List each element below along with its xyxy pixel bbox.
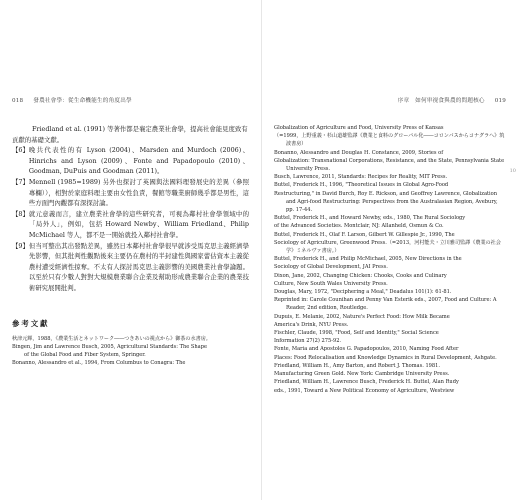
reference-entry bbox=[274, 378, 506, 394]
reference-continuation: Manufacturing Green Gold. New York: Cambridge University Press. bbox=[274, 371, 450, 378]
reference-entry bbox=[274, 288, 506, 313]
reference-entry bbox=[12, 359, 249, 367]
references-title: 參考文獻 bbox=[12, 318, 50, 328]
right-page-number: 019 bbox=[494, 98, 506, 104]
opening-line: Friedland et al. (1991) 等著作都是襄定農業社會學，提高社會能見度致有貢獻的基礎文獻。 bbox=[12, 125, 248, 144]
margin-line-number: 10 bbox=[509, 168, 516, 174]
reference-line: 秋津元輝，1988，《農業生活とネットワーク――つきあいの視点から》御茶の水書房。 bbox=[12, 335, 211, 342]
reference-line: Fischler, Claude, 1998, "Food, Self and Identity," Social Science bbox=[274, 330, 439, 337]
right-page bbox=[262, 0, 520, 500]
reference-continuation: Places: Food Relocalisation and Knowledge Dynamics in Rural Development, Ashgate. bbox=[274, 354, 497, 361]
reference-line: Bingen, Jim and Lawrence Busch, 2005, Agricultural Standards: The Shape bbox=[12, 343, 207, 350]
reference-continuation: of the Global Food and Fiber System, Springer. bbox=[24, 351, 146, 358]
note-6 bbox=[12, 145, 249, 177]
reference-entry bbox=[274, 231, 506, 256]
reference-continuation: Information 27(2) 275-92. bbox=[274, 338, 342, 345]
reference-entry bbox=[274, 173, 506, 181]
reference-entry bbox=[12, 335, 249, 343]
reference-entry bbox=[274, 181, 506, 214]
reference-line: Dixon, Jane, 2002, Changing Chicken: Chooks, Cooks and Culinary bbox=[274, 272, 447, 279]
reference-continuation: Culture, New South Wales University Press. bbox=[274, 280, 388, 287]
reference-continuation: Sociology of Agriculture, Greenwood Press.（=2013，河村能夫・立川雅司監譯《農業の社会学》ミネルヴァ書房。） bbox=[274, 239, 501, 255]
note-text: 就元意義而言，建立農業社會學的這些研究者，可視為鄰村社會學領域中的「局外人」，例如，包括 Howard Newby、William Friedland、Philip McMichael 等人，都不是一開始就投入鄰村社會學。 bbox=[28, 209, 249, 239]
left-page-number: 018 bbox=[12, 98, 24, 104]
reference-entry bbox=[274, 124, 506, 149]
reference-entry bbox=[274, 272, 506, 288]
right-references bbox=[274, 124, 506, 395]
reference-entry bbox=[274, 345, 506, 361]
reference-continuation: Globalization: Transnational Corporations, Resistance, and the State, Pennsylvania State University Press. bbox=[274, 157, 505, 173]
reference-line: Friedland, William H., Amy Barton, and Robert J. Thomas. 1981. bbox=[274, 362, 441, 369]
reference-line: Friedland, William H., Lawrence Busch, Frederick H. Buttel, Alan Rudy bbox=[274, 379, 459, 386]
reference-line: Buttel, Frederick H., Olaf F. Larson, Gilbert W. Gillespie Jr., 1990, The bbox=[274, 231, 455, 238]
reference-entry bbox=[274, 313, 506, 329]
reference-line: Busch, Lawrence, 2011, Standards: Recipes for Reality, MIT Press. bbox=[274, 174, 448, 181]
right-page-header bbox=[274, 96, 506, 104]
left-running-head: 發農社會學：從生命機能生的角度出學 bbox=[33, 98, 132, 104]
reference-entry bbox=[12, 343, 249, 359]
note-number: 【9】 bbox=[12, 241, 29, 250]
reference-continuation: Reprinted in: Carole Counihan and Penny Van Esterik eds., 2007, Food and Culture: A Reader, 2nd edition, Routledge. bbox=[274, 297, 497, 312]
reference-entry bbox=[274, 255, 506, 271]
reference-line: Buttel, Frederick H., 1996, "Theoretical Issues in Global Agro-Food bbox=[274, 182, 449, 189]
note-8 bbox=[12, 209, 249, 241]
reference-line: Douglas, Mary, 1972, "Deciphering a Meal," Deadalus 101(1): 61-81. bbox=[274, 289, 452, 296]
reference-continuation: of the Advanced Societies. Montclair, NJ: Allanheld, Osmun & Co. bbox=[274, 223, 444, 230]
reference-line: Fonte, Maria and Apostolos G. Papadopoulos, 2010, Naming Food After bbox=[274, 346, 459, 353]
right-running-head: 序章 如何审视食與農的問題核心 bbox=[397, 98, 485, 104]
reference-entry bbox=[274, 362, 506, 378]
reference-entry bbox=[274, 149, 506, 174]
reference-line: Buttel, Frederick H., and Howard Newby, eds., 1980, The Rural Sociology bbox=[274, 215, 466, 222]
left-body bbox=[12, 124, 249, 294]
reference-line: Buttel, Frederick H., and Philip McMichael, 2005, New Directions in the bbox=[274, 256, 462, 263]
reference-line: Dupuis, E. Melanie, 2002, Nature's Perfect Food: How Milk Became bbox=[274, 313, 450, 320]
note-text: 晚共代表性的有 Lyson (2004)、Marsden and Murdoch (2006)、Hinrichs and Lyson (2009)、Fonte and Papadopoulo (2010)、Goodman, DuPuis and Goodman (2011)。 bbox=[28, 146, 249, 176]
reference-entry bbox=[274, 214, 506, 230]
reference-entry bbox=[274, 329, 506, 345]
note-number: 【6】 bbox=[12, 146, 29, 155]
reference-continuation: eds., 1991, Toward a New Political Economy of Agriculture, Westview bbox=[274, 387, 455, 394]
note-text: 但当可整出其出發點差異，雖然日本鄰村社會學很早就涉受馬克思主義經濟學先影響，但其批判性觀點後來主要仍在農村的半封建性與國家蕾估資本主義從農村遭受經濟性掠奪。不太有人探討馬克思主義影響的美國農業社會學論題。以至於只有少數人對對大規模農業聯合企業及幫助形成農業聯合企業的農業技術研究展開批判。 bbox=[28, 241, 249, 292]
note-7 bbox=[12, 177, 249, 209]
reference-continuation: Restructuring," in David Burch, Roy E. Rickson, and Geoffrey Lawrence, Globalization and Agri-food Restructuring: Perspectives from the Australasian Region, Avebury, pp. 17-44. bbox=[274, 190, 498, 214]
note-number: 【7】 bbox=[12, 177, 29, 186]
reference-continuation: （=1999，上野重義・杉山道雄監譯《農業と食料のグローバル化――コロンバスからコナグラへ》筑波書房） bbox=[274, 133, 505, 148]
reference-line: Globalization of Agriculture and Food, University Press of Kansas bbox=[274, 125, 444, 131]
left-page-header bbox=[12, 96, 249, 104]
reference-line: Bonanno, Alessandro et al., 1994, From Columbus to Conagra: The bbox=[12, 360, 186, 367]
reference-line: Bonanno, Alessandro and Douglas H. Constance, 2009, Stories of bbox=[274, 149, 444, 156]
reference-continuation: America's Drink, NYU Press. bbox=[274, 321, 349, 328]
note-number: 【8】 bbox=[12, 209, 29, 218]
reference-continuation: Sociology of Global Development, JAI Press. bbox=[274, 264, 388, 271]
note-text: Mennell (1985=1989) 另外也探討了英國與法國料理發展史的差異（參照專欄）），相對於家庭料理主要由女性負責，餐館等職業廚師幾乎都是男性，這些方面門內觀都有深探討論。 bbox=[28, 177, 249, 208]
left-references bbox=[12, 335, 249, 368]
note-9 bbox=[12, 241, 249, 294]
